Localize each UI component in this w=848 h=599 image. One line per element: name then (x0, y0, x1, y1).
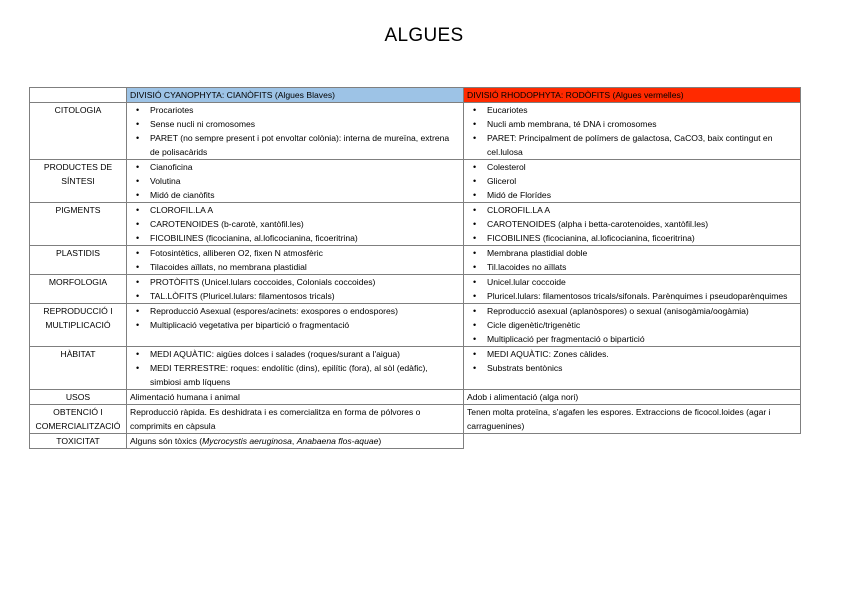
list-item: • FICOBILINES (ficocianina, al.loficocianina, ficoeritrina) (487, 231, 797, 245)
list-item: • PARET: Principalment de polímers de galactosa, CaCO3, baix contingut en cel.lulosa (487, 131, 797, 159)
list-item: • Midó de cianòfits (150, 188, 460, 202)
bullet-list (467, 246, 797, 274)
row-label: CITOLOGIA (30, 103, 127, 160)
list-item: • CAROTENOIDES (alpha i betta-carotenoides, xantòfil.les) (487, 217, 797, 231)
list-item: • Til.lacoides no aïllats (487, 260, 797, 274)
cell-cyano: Reproducció ràpida. Es deshidrata i es comercialitza en forma de pólvores o comprimits en càpsula (127, 405, 464, 434)
page-title: ALGUES (384, 25, 464, 46)
cell-cyano (127, 347, 464, 390)
cell-rhodo (464, 304, 801, 347)
list-item: • PARET (no sempre present i pot envoltar colònia): interna de mureïna, extrena de polisacàrids (150, 131, 460, 159)
cell-cyano (127, 275, 464, 304)
list-item: • Nucli amb membrana, té DNA i cromosomes (487, 117, 797, 131)
cell-empty (464, 434, 801, 449)
row-label: REPRODUCCIÓ I MULTIPLICACIÓ (30, 304, 127, 347)
cell-rhodo: Tenen molta proteïna, s'agafen les espores. Extraccions de ficocol.loides (agar i carraguenines) (464, 405, 801, 434)
toxicitat-prefix: Alguns són tòxics ( (130, 436, 203, 446)
list-item: • FICOBILINES (ficocianina, al.loficocianina, ficoeritrina) (150, 231, 460, 245)
cell-cyano (127, 103, 464, 160)
bullet-list (467, 347, 797, 375)
species-name: Anabaena flos-aquae (296, 436, 379, 446)
list-item: • Procariotes (150, 103, 460, 117)
list-item: • Cianoficina (150, 160, 460, 174)
table-row (30, 103, 801, 160)
row-toxicitat (30, 434, 801, 449)
list-item: • MEDI AQUÀTIC: aigües dolces i salades (roques/surant a l'aigua) (150, 347, 460, 361)
row-label: HÀBITAT (30, 347, 127, 390)
cell-rhodo: Adob i alimentació (alga nori) (464, 390, 801, 405)
bullet-list (467, 160, 797, 202)
cell-cyano (127, 160, 464, 203)
list-item: • Tilacoides aïllats, no membrana plastidial (150, 260, 460, 274)
header-corner (30, 88, 127, 103)
bullet-list (130, 275, 460, 303)
toxicitat-suffix: ) (378, 436, 382, 446)
algues-comparison-table (29, 87, 801, 449)
row-label: OBTENCIÓ I COMERCIALITZACIÓ (30, 405, 127, 434)
bullet-list (130, 203, 460, 245)
list-item: • Fotosintètics, alliberen O2, fixen N atmosfèric (150, 246, 460, 260)
toxicitat-separator: , (291, 436, 297, 446)
bullet-list (130, 246, 460, 274)
bullet-list (467, 103, 797, 159)
list-item: • Reproducció Asexual (espores/acinets: exospores o endospores) (150, 304, 460, 318)
list-item: • Reproducció asexual (aplanòspores) o sexual (anisogàmia/oogàmia) (487, 304, 797, 318)
row-label: MORFOLOGIA (30, 275, 127, 304)
row-usos (30, 390, 801, 405)
cell-cyano (127, 246, 464, 275)
list-item: • PROTÒFITS (Unicel.lulars coccoides, Colonials coccoides) (150, 275, 460, 289)
row-obtencio (30, 405, 801, 434)
list-item: • TAL.LÒFITS (Pluricel.lulars: filamentosos tricals) (150, 289, 460, 303)
cell-rhodo (464, 160, 801, 203)
list-item: • Volutina (150, 174, 460, 188)
row-label: TOXICITAT (30, 434, 127, 449)
row-label: PLASTIDIS (30, 246, 127, 275)
list-item: • Substrats bentònics (487, 361, 797, 375)
list-item: • Multiplicació per fragmentació o bipartició (487, 332, 797, 346)
table-row (30, 160, 801, 203)
list-item: • Cicle digenètic/trigenètic (487, 318, 797, 332)
cell-cyano (127, 304, 464, 347)
list-item: • Pluricel.lulars: filamentosos tricals/sifonals. Parènquimes i pseudoparènquimes (487, 289, 797, 303)
list-item: • Glicerol (487, 174, 797, 188)
list-item: • Eucariotes (487, 103, 797, 117)
list-item: • Midó de Florídes (487, 188, 797, 202)
bullet-list (130, 347, 460, 389)
header-rhodophyta: DIVISIÓ RHODOPHYTA: RODÒFITS (Algues vermelles) (464, 88, 801, 103)
header-cyanophyta: DIVISIÓ CYANOPHYTA: CIANÒFITS (Algues Blaves) (127, 88, 464, 103)
list-item: • Multiplicació vegetativa per bipartició o fragmentació (150, 318, 460, 332)
bullet-list (130, 160, 460, 202)
bullet-list (467, 275, 797, 303)
list-item: • CLOROFIL.LA A (487, 203, 797, 217)
cell-rhodo (464, 103, 801, 160)
cell-rhodo (464, 275, 801, 304)
table-body (30, 103, 801, 449)
cell-rhodo (464, 246, 801, 275)
list-item: • CLOROFIL.LA A (150, 203, 460, 217)
cell-cyano: Alimentació humana i animal (127, 390, 464, 405)
bullet-list (467, 304, 797, 346)
table-row (30, 246, 801, 275)
header-row (30, 88, 801, 103)
bullet-list (467, 203, 797, 245)
cell-rhodo (464, 347, 801, 390)
row-label: USOS (30, 390, 127, 405)
bullet-list (130, 304, 460, 332)
table-row (30, 347, 801, 390)
list-item: • Sense nucli ni cromosomes (150, 117, 460, 131)
table-row (30, 304, 801, 347)
cell-cyano (127, 434, 464, 449)
list-item: • Membrana plastidial doble (487, 246, 797, 260)
list-item: • MEDI AQUÀTIC: Zones càlides. (487, 347, 797, 361)
list-item: • CAROTENOIDES (b-carotè, xantòfil.les) (150, 217, 460, 231)
list-item: • Colesterol (487, 160, 797, 174)
cell-rhodo (464, 203, 801, 246)
list-item: • MEDI TERRESTRE: roques: endolític (dins), epilític (fora), al sòl (edàfic), simbiosi amb líquens (150, 361, 460, 389)
row-label: PRODUCTES DE SÍNTESI (30, 160, 127, 203)
table-row (30, 275, 801, 304)
table-row (30, 203, 801, 246)
row-label: PIGMENTS (30, 203, 127, 246)
species-name: Mycrocystis aeruginosa (202, 436, 292, 446)
cell-cyano (127, 203, 464, 246)
list-item: • Unicel.lular coccoide (487, 275, 797, 289)
bullet-list (130, 103, 460, 159)
